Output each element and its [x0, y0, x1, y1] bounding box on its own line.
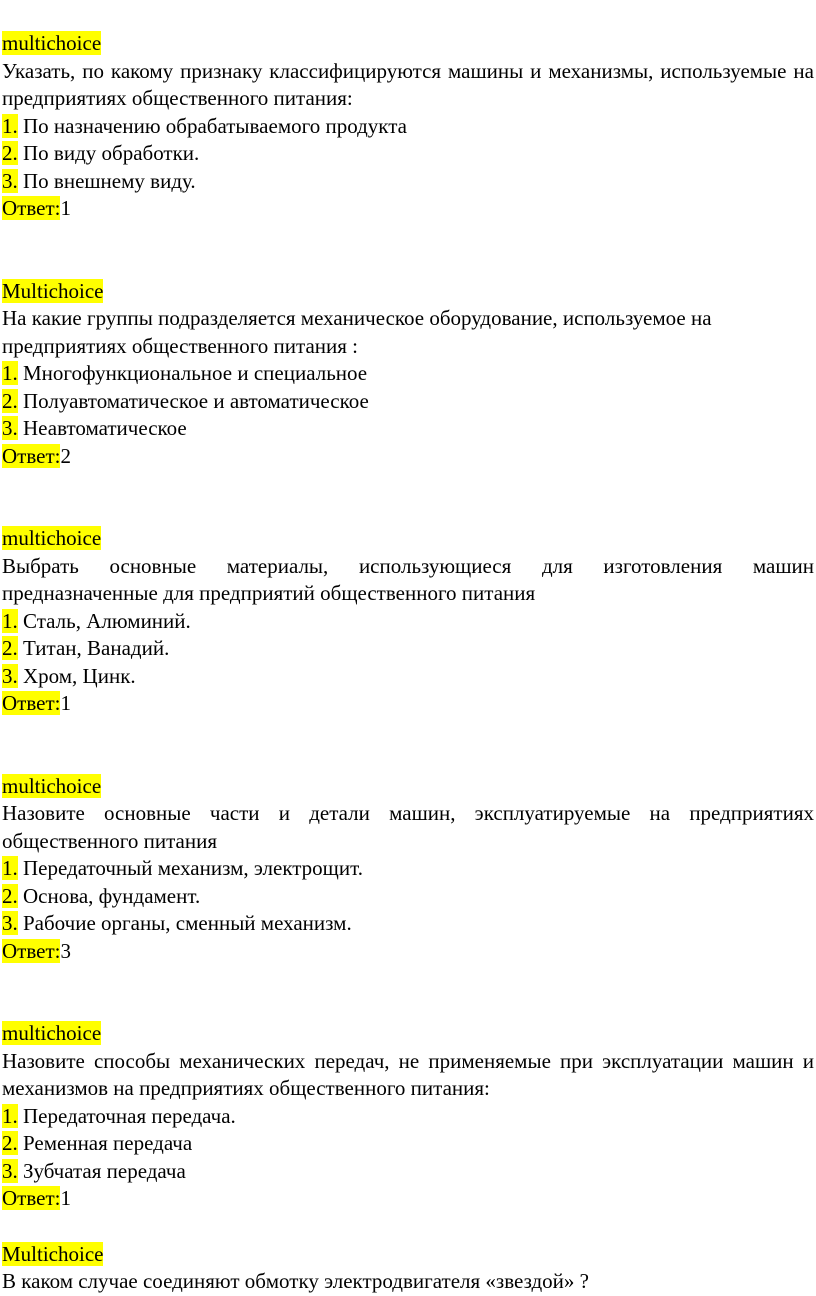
- option-number: 2.: [2, 388, 18, 413]
- option-number: 2.: [2, 883, 18, 908]
- option-1: [2, 855, 814, 883]
- option-text: По виду обработки.: [17, 141, 200, 165]
- option-number: 1.: [2, 856, 18, 880]
- answer-value: 1: [60, 1186, 71, 1210]
- option-2: [2, 388, 814, 416]
- question-type-tag: multichoice: [2, 31, 102, 55]
- question-type-tag: Multichoice: [2, 278, 104, 303]
- option-number: 3.: [2, 416, 18, 440]
- option-text: Рабочие органы, сменный механизм.: [17, 911, 352, 935]
- option-2: [2, 1130, 814, 1158]
- answer-value: 3: [60, 938, 71, 963]
- question-type-tag: multichoice: [2, 1021, 102, 1045]
- option-1: [2, 113, 814, 141]
- question-text: Указать, по какому признаку классифицируются машины и механизмы, используемые на предприятиях общественного питания:: [2, 58, 814, 110]
- option-text: Зубчатая передача: [17, 1158, 186, 1183]
- option-3: [2, 1158, 814, 1186]
- option-3: [2, 663, 814, 691]
- answer-line: [2, 443, 814, 471]
- answer-line: [2, 938, 814, 966]
- option-number: 3.: [2, 911, 18, 935]
- option-text: По назначению обрабатываемого продукта: [17, 113, 407, 138]
- option-text: Основа, фундамент.: [17, 883, 201, 908]
- option-number: 3.: [2, 1158, 18, 1183]
- answer-line: [2, 195, 814, 223]
- option-text: Передаточная передача.: [17, 1103, 236, 1128]
- answer-value: 2: [60, 443, 71, 468]
- question-text: Выбрать основные материалы, использующиеся для изготовления машин предназначенные для предприятий общественного питания: [2, 553, 814, 605]
- question-block-4: [2, 773, 814, 966]
- option-number: 2.: [2, 636, 18, 660]
- document: [2, 30, 814, 1296]
- option-text: Сталь, Алюминий.: [17, 608, 191, 633]
- option-text: Полуавтоматическое и автоматическое: [17, 388, 369, 413]
- answer-label: Ответ:: [2, 443, 61, 468]
- option-1: [2, 608, 814, 636]
- option-3: [2, 415, 814, 443]
- option-2: [2, 883, 814, 911]
- option-number: 3.: [2, 168, 18, 193]
- option-number: 2.: [2, 1131, 18, 1155]
- question-type-tag: Multichoice: [2, 1241, 104, 1266]
- option-1: [2, 360, 814, 388]
- option-text: Многофункциональное и специальное: [17, 361, 368, 385]
- option-text: Передаточный механизм, электрощит.: [17, 856, 363, 880]
- answer-value: 1: [60, 691, 71, 715]
- option-1: [2, 1103, 814, 1131]
- answer-label: Ответ:: [2, 196, 61, 220]
- answer-label: Ответ:: [2, 691, 61, 715]
- option-number: 2.: [2, 141, 18, 165]
- option-3: [2, 910, 814, 938]
- answer-label: Ответ:: [2, 938, 61, 963]
- question-block-1: [2, 30, 814, 223]
- option-text: Хром, Цинк.: [17, 663, 136, 688]
- option-3: [2, 168, 814, 196]
- question-block-3: [2, 525, 814, 718]
- question-text: В каком случае соединяют обмотку электродвигателя «звездой» ?: [2, 1269, 589, 1293]
- question-block-2: [2, 278, 814, 471]
- option-2: [2, 635, 814, 663]
- question-type-tag: multichoice: [2, 526, 102, 550]
- question-text: Назовите способы механических передач, не применяемые при эксплуатации машин и механизмов на предприятиях общественного питания:: [2, 1048, 814, 1100]
- option-number: 1.: [2, 608, 18, 633]
- option-text: Ременная передача: [17, 1131, 193, 1155]
- question-text: На какие группы подразделяется механическое оборудование, используемое на предприятиях общественного питания :: [2, 306, 712, 358]
- option-text: По внешнему виду.: [17, 168, 196, 193]
- option-number: 1.: [2, 113, 18, 138]
- answer-line: [2, 1185, 814, 1213]
- option-number: 1.: [2, 1103, 18, 1128]
- question-type-tag: multichoice: [2, 773, 102, 798]
- question-block-6: [2, 1241, 814, 1296]
- answer-value: 1: [60, 196, 71, 220]
- option-2: [2, 140, 814, 168]
- answer-label: Ответ:: [2, 1186, 61, 1210]
- option-text: Неавтоматическое: [17, 416, 187, 440]
- option-number: 3.: [2, 663, 18, 688]
- option-text: Титан, Ванадий.: [17, 636, 170, 660]
- question-block-5: [2, 1020, 814, 1213]
- option-number: 1.: [2, 361, 18, 385]
- question-text: Назовите основные части и детали машин, эксплуатируемые на предприятиях общественного питания: [2, 801, 814, 853]
- answer-line: [2, 690, 814, 718]
